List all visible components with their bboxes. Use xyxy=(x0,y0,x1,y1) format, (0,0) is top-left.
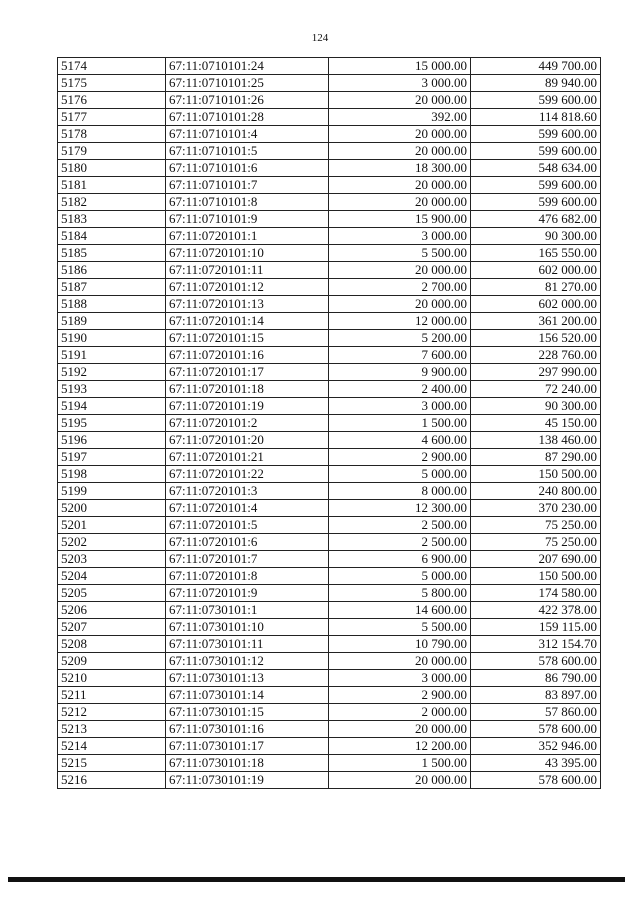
area-cell: 9 900.00 xyxy=(329,364,471,381)
value-cell: 370 230.00 xyxy=(471,500,601,517)
table-row xyxy=(58,228,601,245)
value-cell: 75 250.00 xyxy=(471,534,601,551)
row-number-cell: 5197 xyxy=(58,449,166,466)
table-row xyxy=(58,500,601,517)
cadastral-number-cell: 67:11:0720101:3 xyxy=(166,483,329,500)
cadastral-number-cell: 67:11:0720101:21 xyxy=(166,449,329,466)
table-row xyxy=(58,636,601,653)
table-row xyxy=(58,347,601,364)
row-number-cell: 5192 xyxy=(58,364,166,381)
cadastral-number-cell: 67:11:0720101:14 xyxy=(166,313,329,330)
cadastral-number-cell: 67:11:0720101:6 xyxy=(166,534,329,551)
value-cell: 599 600.00 xyxy=(471,126,601,143)
table-row xyxy=(58,449,601,466)
value-cell: 159 115.00 xyxy=(471,619,601,636)
area-cell: 5 000.00 xyxy=(329,568,471,585)
table-row xyxy=(58,432,601,449)
row-number-cell: 5213 xyxy=(58,721,166,738)
cadastral-number-cell: 67:11:0720101:1 xyxy=(166,228,329,245)
row-number-cell: 5185 xyxy=(58,245,166,262)
area-cell: 5 000.00 xyxy=(329,466,471,483)
row-number-cell: 5189 xyxy=(58,313,166,330)
table-row xyxy=(58,704,601,721)
area-cell: 20 000.00 xyxy=(329,772,471,789)
table-row xyxy=(58,517,601,534)
cadastral-number-cell: 67:11:0730101:13 xyxy=(166,670,329,687)
row-number-cell: 5198 xyxy=(58,466,166,483)
value-cell: 599 600.00 xyxy=(471,92,601,109)
page-number: 124 xyxy=(311,32,329,44)
area-cell: 5 500.00 xyxy=(329,245,471,262)
row-number-cell: 5215 xyxy=(58,755,166,772)
cadastral-number-cell: 67:11:0710101:5 xyxy=(166,143,329,160)
row-number-cell: 5191 xyxy=(58,347,166,364)
table-row xyxy=(58,296,601,313)
cadastral-number-cell: 67:11:0710101:4 xyxy=(166,126,329,143)
row-number-cell: 5176 xyxy=(58,92,166,109)
table-row xyxy=(58,194,601,211)
area-cell: 6 900.00 xyxy=(329,551,471,568)
area-cell: 20 000.00 xyxy=(329,721,471,738)
value-cell: 72 240.00 xyxy=(471,381,601,398)
area-cell: 1 500.00 xyxy=(329,415,471,432)
value-cell: 548 634.00 xyxy=(471,160,601,177)
table-row xyxy=(58,109,601,126)
cadastral-number-cell: 67:11:0720101:2 xyxy=(166,415,329,432)
row-number-cell: 5181 xyxy=(58,177,166,194)
value-cell: 599 600.00 xyxy=(471,143,601,160)
row-number-cell: 5201 xyxy=(58,517,166,534)
table-row xyxy=(58,568,601,585)
row-number-cell: 5177 xyxy=(58,109,166,126)
area-cell: 3 000.00 xyxy=(329,228,471,245)
area-cell: 10 790.00 xyxy=(329,636,471,653)
cadastral-number-cell: 67:11:0720101:9 xyxy=(166,585,329,602)
cadastral-number-cell: 67:11:0730101:11 xyxy=(166,636,329,653)
area-cell: 2 500.00 xyxy=(329,534,471,551)
area-cell: 5 200.00 xyxy=(329,330,471,347)
table-row xyxy=(58,738,601,755)
row-number-cell: 5212 xyxy=(58,704,166,721)
value-cell: 422 378.00 xyxy=(471,602,601,619)
row-number-cell: 5178 xyxy=(58,126,166,143)
table-row xyxy=(58,687,601,704)
area-cell: 20 000.00 xyxy=(329,92,471,109)
area-cell: 18 300.00 xyxy=(329,160,471,177)
cadastral-number-cell: 67:11:0730101:18 xyxy=(166,755,329,772)
row-number-cell: 5175 xyxy=(58,75,166,92)
area-cell: 3 000.00 xyxy=(329,75,471,92)
area-cell: 12 200.00 xyxy=(329,738,471,755)
data-table xyxy=(57,57,601,789)
value-cell: 165 550.00 xyxy=(471,245,601,262)
row-number-cell: 5199 xyxy=(58,483,166,500)
table-row xyxy=(58,75,601,92)
cadastral-number-cell: 67:11:0710101:7 xyxy=(166,177,329,194)
cadastral-number-cell: 67:11:0720101:10 xyxy=(166,245,329,262)
row-number-cell: 5182 xyxy=(58,194,166,211)
value-cell: 207 690.00 xyxy=(471,551,601,568)
area-cell: 5 800.00 xyxy=(329,585,471,602)
table-row xyxy=(58,313,601,330)
value-cell: 86 790.00 xyxy=(471,670,601,687)
value-cell: 114 818.60 xyxy=(471,109,601,126)
cadastral-number-cell: 67:11:0730101:14 xyxy=(166,687,329,704)
row-number-cell: 5208 xyxy=(58,636,166,653)
row-number-cell: 5210 xyxy=(58,670,166,687)
area-cell: 2 900.00 xyxy=(329,687,471,704)
cadastral-number-cell: 67:11:0720101:7 xyxy=(166,551,329,568)
table-row xyxy=(58,381,601,398)
table-row xyxy=(58,364,601,381)
table-row xyxy=(58,772,601,789)
area-cell: 20 000.00 xyxy=(329,262,471,279)
area-cell: 1 500.00 xyxy=(329,755,471,772)
table-row xyxy=(58,245,601,262)
value-cell: 352 946.00 xyxy=(471,738,601,755)
row-number-cell: 5211 xyxy=(58,687,166,704)
bottom-rule xyxy=(8,877,625,882)
row-number-cell: 5187 xyxy=(58,279,166,296)
area-cell: 8 000.00 xyxy=(329,483,471,500)
table-row xyxy=(58,143,601,160)
row-number-cell: 5184 xyxy=(58,228,166,245)
cadastral-number-cell: 67:11:0710101:24 xyxy=(166,58,329,75)
value-cell: 174 580.00 xyxy=(471,585,601,602)
cadastral-number-cell: 67:11:0720101:22 xyxy=(166,466,329,483)
area-cell: 20 000.00 xyxy=(329,653,471,670)
row-number-cell: 5174 xyxy=(58,58,166,75)
row-number-cell: 5188 xyxy=(58,296,166,313)
cadastral-number-cell: 67:11:0710101:26 xyxy=(166,92,329,109)
table-row xyxy=(58,211,601,228)
cadastral-number-cell: 67:11:0720101:20 xyxy=(166,432,329,449)
cadastral-number-cell: 67:11:0710101:8 xyxy=(166,194,329,211)
row-number-cell: 5200 xyxy=(58,500,166,517)
row-number-cell: 5194 xyxy=(58,398,166,415)
value-cell: 138 460.00 xyxy=(471,432,601,449)
cadastral-number-cell: 67:11:0720101:16 xyxy=(166,347,329,364)
value-cell: 312 154.70 xyxy=(471,636,601,653)
table-row xyxy=(58,551,601,568)
table-row xyxy=(58,398,601,415)
table-row xyxy=(58,177,601,194)
cadastral-number-cell: 67:11:0730101:17 xyxy=(166,738,329,755)
value-cell: 240 800.00 xyxy=(471,483,601,500)
cadastral-number-cell: 67:11:0730101:16 xyxy=(166,721,329,738)
area-cell: 3 000.00 xyxy=(329,398,471,415)
area-cell: 14 600.00 xyxy=(329,602,471,619)
table-row xyxy=(58,755,601,772)
area-cell: 4 600.00 xyxy=(329,432,471,449)
cadastral-number-cell: 67:11:0720101:18 xyxy=(166,381,329,398)
cadastral-number-cell: 67:11:0730101:12 xyxy=(166,653,329,670)
row-number-cell: 5204 xyxy=(58,568,166,585)
table-row xyxy=(58,670,601,687)
value-cell: 599 600.00 xyxy=(471,194,601,211)
value-cell: 87 290.00 xyxy=(471,449,601,466)
area-cell: 392.00 xyxy=(329,109,471,126)
area-cell: 2 500.00 xyxy=(329,517,471,534)
table-row xyxy=(58,653,601,670)
area-cell: 12 000.00 xyxy=(329,313,471,330)
area-cell: 5 500.00 xyxy=(329,619,471,636)
area-cell: 2 400.00 xyxy=(329,381,471,398)
cadastral-number-cell: 67:11:0720101:8 xyxy=(166,568,329,585)
area-cell: 2 900.00 xyxy=(329,449,471,466)
value-cell: 578 600.00 xyxy=(471,653,601,670)
value-cell: 599 600.00 xyxy=(471,177,601,194)
table-row xyxy=(58,415,601,432)
cadastral-number-cell: 67:11:0710101:28 xyxy=(166,109,329,126)
row-number-cell: 5179 xyxy=(58,143,166,160)
table-row xyxy=(58,466,601,483)
cadastral-number-cell: 67:11:0720101:4 xyxy=(166,500,329,517)
value-cell: 602 000.00 xyxy=(471,262,601,279)
cadastral-number-cell: 67:11:0730101:10 xyxy=(166,619,329,636)
cadastral-number-cell: 67:11:0720101:15 xyxy=(166,330,329,347)
area-cell: 20 000.00 xyxy=(329,143,471,160)
area-cell: 20 000.00 xyxy=(329,126,471,143)
value-cell: 89 940.00 xyxy=(471,75,601,92)
value-cell: 361 200.00 xyxy=(471,313,601,330)
value-cell: 43 395.00 xyxy=(471,755,601,772)
value-cell: 75 250.00 xyxy=(471,517,601,534)
row-number-cell: 5209 xyxy=(58,653,166,670)
row-number-cell: 5214 xyxy=(58,738,166,755)
value-cell: 476 682.00 xyxy=(471,211,601,228)
value-cell: 90 300.00 xyxy=(471,228,601,245)
value-cell: 578 600.00 xyxy=(471,721,601,738)
cadastral-number-cell: 67:11:0710101:6 xyxy=(166,160,329,177)
row-number-cell: 5195 xyxy=(58,415,166,432)
area-cell: 15 900.00 xyxy=(329,211,471,228)
row-number-cell: 5202 xyxy=(58,534,166,551)
table-body xyxy=(58,58,601,789)
cadastral-number-cell: 67:11:0730101:1 xyxy=(166,602,329,619)
area-cell: 20 000.00 xyxy=(329,296,471,313)
value-cell: 90 300.00 xyxy=(471,398,601,415)
area-cell: 2 700.00 xyxy=(329,279,471,296)
value-cell: 156 520.00 xyxy=(471,330,601,347)
table-row xyxy=(58,58,601,75)
area-cell: 3 000.00 xyxy=(329,670,471,687)
cadastral-number-cell: 67:11:0710101:25 xyxy=(166,75,329,92)
cadastral-number-cell: 67:11:0720101:5 xyxy=(166,517,329,534)
row-number-cell: 5196 xyxy=(58,432,166,449)
table-row xyxy=(58,160,601,177)
table-row xyxy=(58,619,601,636)
area-cell: 2 000.00 xyxy=(329,704,471,721)
value-cell: 449 700.00 xyxy=(471,58,601,75)
row-number-cell: 5207 xyxy=(58,619,166,636)
area-cell: 20 000.00 xyxy=(329,194,471,211)
table-row xyxy=(58,483,601,500)
row-number-cell: 5190 xyxy=(58,330,166,347)
table-row xyxy=(58,262,601,279)
value-cell: 150 500.00 xyxy=(471,568,601,585)
row-number-cell: 5206 xyxy=(58,602,166,619)
table-row xyxy=(58,92,601,109)
cadastral-number-cell: 67:11:0720101:11 xyxy=(166,262,329,279)
row-number-cell: 5205 xyxy=(58,585,166,602)
row-number-cell: 5203 xyxy=(58,551,166,568)
cadastral-number-cell: 67:11:0720101:17 xyxy=(166,364,329,381)
value-cell: 578 600.00 xyxy=(471,772,601,789)
value-cell: 228 760.00 xyxy=(471,347,601,364)
value-cell: 83 897.00 xyxy=(471,687,601,704)
table-row xyxy=(58,279,601,296)
value-cell: 45 150.00 xyxy=(471,415,601,432)
row-number-cell: 5186 xyxy=(58,262,166,279)
area-cell: 15 000.00 xyxy=(329,58,471,75)
area-cell: 12 300.00 xyxy=(329,500,471,517)
row-number-cell: 5216 xyxy=(58,772,166,789)
cadastral-number-cell: 67:11:0730101:19 xyxy=(166,772,329,789)
value-cell: 81 270.00 xyxy=(471,279,601,296)
cadastral-number-cell: 67:11:0720101:13 xyxy=(166,296,329,313)
cadastral-number-cell: 67:11:0710101:9 xyxy=(166,211,329,228)
table-row xyxy=(58,126,601,143)
value-cell: 297 990.00 xyxy=(471,364,601,381)
cadastral-number-cell: 67:11:0720101:19 xyxy=(166,398,329,415)
table-row xyxy=(58,602,601,619)
value-cell: 602 000.00 xyxy=(471,296,601,313)
cadastral-number-cell: 67:11:0720101:12 xyxy=(166,279,329,296)
table-row xyxy=(58,721,601,738)
row-number-cell: 5193 xyxy=(58,381,166,398)
value-cell: 57 860.00 xyxy=(471,704,601,721)
area-cell: 20 000.00 xyxy=(329,177,471,194)
area-cell: 7 600.00 xyxy=(329,347,471,364)
table-row xyxy=(58,585,601,602)
cadastral-number-cell: 67:11:0730101:15 xyxy=(166,704,329,721)
table-row xyxy=(58,534,601,551)
value-cell: 150 500.00 xyxy=(471,466,601,483)
row-number-cell: 5183 xyxy=(58,211,166,228)
table-row xyxy=(58,330,601,347)
row-number-cell: 5180 xyxy=(58,160,166,177)
